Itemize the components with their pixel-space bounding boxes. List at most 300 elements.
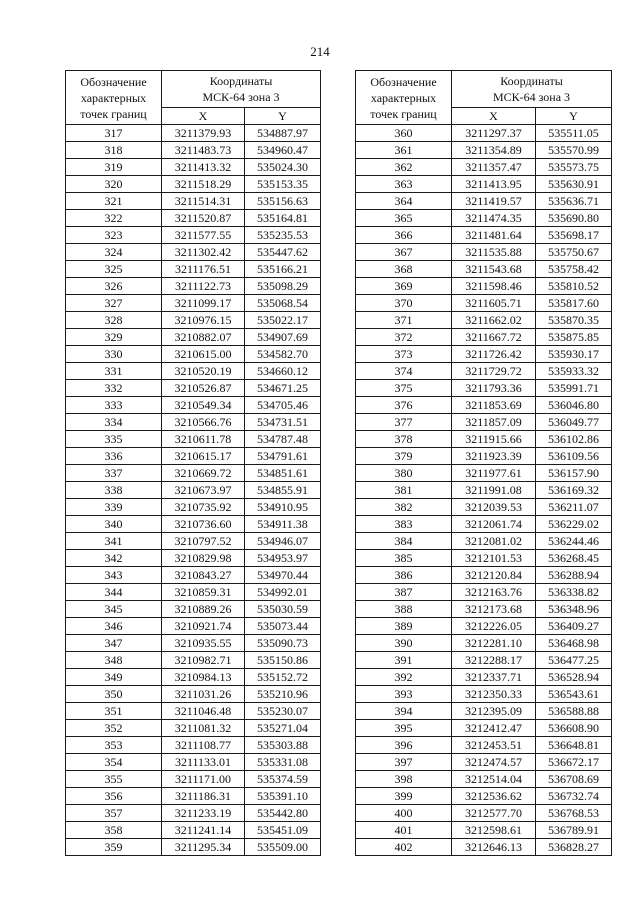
- coordinates-header-line: МСК-64 зона 3: [202, 90, 280, 104]
- x-coordinate-cell: 3211354.89: [452, 142, 536, 159]
- x-coordinate-cell: 3211099.17: [162, 295, 245, 312]
- y-coordinate-cell: 536288.94: [536, 567, 612, 584]
- coordinates-header-line: Координаты: [209, 74, 273, 88]
- designation-header: [356, 71, 452, 125]
- x-coordinate-cell: 3212474.57: [452, 754, 536, 771]
- y-coordinate-cell: 536049.77: [536, 414, 612, 431]
- y-coordinate-cell: 534787.48: [245, 431, 321, 448]
- header-row: [66, 71, 321, 108]
- y-coordinate-cell: 534911.38: [245, 516, 321, 533]
- y-coordinate-cell: 536468.98: [536, 635, 612, 652]
- x-coordinate-cell: 3211793.36: [452, 380, 536, 397]
- y-coordinate-cell: 535698.17: [536, 227, 612, 244]
- x-coordinate-cell: 3210889.26: [162, 601, 245, 618]
- x-coordinate-cell: 3212646.13: [452, 839, 536, 856]
- table-row: [66, 754, 321, 771]
- y-coordinate-cell: 534887.97: [245, 125, 321, 142]
- table-row: [66, 584, 321, 601]
- x-coordinate-cell: 3211297.37: [452, 125, 536, 142]
- x-coordinate-cell: 3210843.27: [162, 567, 245, 584]
- table-row: [356, 635, 612, 652]
- point-id-cell: 395: [356, 720, 452, 737]
- x-coordinate-cell: 3211518.29: [162, 176, 245, 193]
- coordinates-table-left: [65, 70, 321, 856]
- y-coordinate-cell: 535303.88: [245, 737, 321, 754]
- x-coordinate-cell: 3210859.31: [162, 584, 245, 601]
- table-row: [66, 278, 321, 295]
- x-coordinate-cell: 3212536.62: [452, 788, 536, 805]
- x-coordinate-cell: 3211923.39: [452, 448, 536, 465]
- designation-header: [66, 71, 162, 125]
- point-id-cell: 384: [356, 533, 452, 550]
- point-id-cell: 401: [356, 822, 452, 839]
- x-coordinate-cell: 3211729.72: [452, 363, 536, 380]
- point-id-cell: 335: [66, 431, 162, 448]
- x-header: X: [162, 108, 245, 125]
- x-coordinate-cell: 3211977.61: [452, 465, 536, 482]
- point-id-cell: 364: [356, 193, 452, 210]
- point-id-cell: 359: [66, 839, 162, 856]
- x-coordinate-cell: 3212101.53: [452, 550, 536, 567]
- x-coordinate-cell: 3211357.47: [452, 159, 536, 176]
- designation-header-line: Обозначение: [370, 74, 437, 89]
- point-id-cell: 376: [356, 397, 452, 414]
- x-coordinate-cell: 3212598.61: [452, 822, 536, 839]
- coordinates-header: [452, 71, 612, 108]
- y-coordinate-cell: 535230.07: [245, 703, 321, 720]
- y-coordinate-cell: 534791.61: [245, 448, 321, 465]
- y-coordinate-cell: 535153.35: [245, 176, 321, 193]
- table-row: [66, 329, 321, 346]
- x-coordinate-cell: 3211171.00: [162, 771, 245, 788]
- point-id-cell: 365: [356, 210, 452, 227]
- table-row: [356, 210, 612, 227]
- x-coordinate-cell: 3211598.46: [452, 278, 536, 295]
- table-row: [66, 567, 321, 584]
- point-id-cell: 319: [66, 159, 162, 176]
- y-coordinate-cell: 536338.82: [536, 584, 612, 601]
- y-coordinate-cell: 534946.07: [245, 533, 321, 550]
- point-id-cell: 341: [66, 533, 162, 550]
- x-coordinate-cell: 3211520.87: [162, 210, 245, 227]
- table-row: [356, 278, 612, 295]
- point-id-cell: 321: [66, 193, 162, 210]
- x-coordinate-cell: 3211662.02: [452, 312, 536, 329]
- y-coordinate-cell: 535210.96: [245, 686, 321, 703]
- y-coordinate-cell: 535758.42: [536, 261, 612, 278]
- y-coordinate-cell: 535156.63: [245, 193, 321, 210]
- header-row: [356, 71, 612, 108]
- point-id-cell: 318: [66, 142, 162, 159]
- y-coordinate-cell: 536789.91: [536, 822, 612, 839]
- table-row: [356, 805, 612, 822]
- y-coordinate-cell: 534970.44: [245, 567, 321, 584]
- table-row: [66, 805, 321, 822]
- table-row: [66, 193, 321, 210]
- x-coordinate-cell: 3211176.51: [162, 261, 245, 278]
- x-coordinate-cell: 3210735.92: [162, 499, 245, 516]
- y-coordinate-cell: 535630.91: [536, 176, 612, 193]
- y-coordinate-cell: 535374.59: [245, 771, 321, 788]
- point-id-cell: 344: [66, 584, 162, 601]
- point-id-cell: 333: [66, 397, 162, 414]
- point-id-cell: 370: [356, 295, 452, 312]
- table-row: [66, 822, 321, 839]
- x-coordinate-cell: 3212453.51: [452, 737, 536, 754]
- y-coordinate-cell: 535451.09: [245, 822, 321, 839]
- point-id-cell: 378: [356, 431, 452, 448]
- x-coordinate-cell: 3212173.68: [452, 601, 536, 618]
- y-coordinate-cell: 535235.53: [245, 227, 321, 244]
- x-coordinate-cell: 3210549.34: [162, 397, 245, 414]
- y-coordinate-cell: 535150.86: [245, 652, 321, 669]
- y-coordinate-cell: 535570.99: [536, 142, 612, 159]
- x-coordinate-cell: 3212281.10: [452, 635, 536, 652]
- table-row: [66, 686, 321, 703]
- table-row: [66, 550, 321, 567]
- y-coordinate-cell: 535098.29: [245, 278, 321, 295]
- x-coordinate-cell: 3210673.97: [162, 482, 245, 499]
- table-row: [356, 567, 612, 584]
- x-coordinate-cell: 3211577.55: [162, 227, 245, 244]
- y-coordinate-cell: 534705.46: [245, 397, 321, 414]
- y-coordinate-cell: 534660.12: [245, 363, 321, 380]
- y-coordinate-cell: 536268.45: [536, 550, 612, 567]
- y-coordinate-cell: 535509.00: [245, 839, 321, 856]
- point-id-cell: 363: [356, 176, 452, 193]
- y-header: Y: [536, 108, 612, 125]
- table-row: [66, 227, 321, 244]
- x-coordinate-cell: 3210669.72: [162, 465, 245, 482]
- table-row: [66, 652, 321, 669]
- table-row: [66, 244, 321, 261]
- y-coordinate-cell: 535090.73: [245, 635, 321, 652]
- y-coordinate-cell: 536543.61: [536, 686, 612, 703]
- table-row: [356, 822, 612, 839]
- table-row: [66, 737, 321, 754]
- y-coordinate-cell: 536244.46: [536, 533, 612, 550]
- table-row: [66, 448, 321, 465]
- x-coordinate-cell: 3211514.31: [162, 193, 245, 210]
- table-row: [66, 414, 321, 431]
- y-coordinate-cell: 536211.07: [536, 499, 612, 516]
- point-id-cell: 387: [356, 584, 452, 601]
- x-coordinate-cell: 3210882.07: [162, 329, 245, 346]
- y-coordinate-cell: 536109.56: [536, 448, 612, 465]
- point-id-cell: 355: [66, 771, 162, 788]
- table-row: [356, 686, 612, 703]
- table-row: [356, 159, 612, 176]
- x-coordinate-cell: 3210615.00: [162, 346, 245, 363]
- table-row: [66, 210, 321, 227]
- x-coordinate-cell: 3212412.47: [452, 720, 536, 737]
- point-id-cell: 328: [66, 312, 162, 329]
- point-id-cell: 371: [356, 312, 452, 329]
- x-coordinate-cell: 3210982.71: [162, 652, 245, 669]
- point-id-cell: 338: [66, 482, 162, 499]
- point-id-cell: 317: [66, 125, 162, 142]
- x-coordinate-cell: 3211379.93: [162, 125, 245, 142]
- table-row: [356, 329, 612, 346]
- table-row: [66, 788, 321, 805]
- y-coordinate-cell: 536588.88: [536, 703, 612, 720]
- table-row: [66, 839, 321, 856]
- y-header: Y: [245, 108, 321, 125]
- point-id-cell: 372: [356, 329, 452, 346]
- coordinates-header-line: МСК-64 зона 3: [492, 90, 571, 104]
- y-coordinate-cell: 534992.01: [245, 584, 321, 601]
- x-coordinate-cell: 3210566.76: [162, 414, 245, 431]
- y-coordinate-cell: 534907.69: [245, 329, 321, 346]
- table-row: [356, 312, 612, 329]
- table-row: [66, 601, 321, 618]
- x-coordinate-cell: 3211186.31: [162, 788, 245, 805]
- table-row: [356, 499, 612, 516]
- point-id-cell: 334: [66, 414, 162, 431]
- y-coordinate-cell: 534855.91: [245, 482, 321, 499]
- point-id-cell: 349: [66, 669, 162, 686]
- table-row: [356, 618, 612, 635]
- point-id-cell: 392: [356, 669, 452, 686]
- table-row: [356, 244, 612, 261]
- point-id-cell: 320: [66, 176, 162, 193]
- x-coordinate-cell: 3211481.64: [452, 227, 536, 244]
- x-coordinate-cell: 3211483.73: [162, 142, 245, 159]
- table-row: [356, 414, 612, 431]
- x-coordinate-cell: 3211241.14: [162, 822, 245, 839]
- x-coordinate-cell: 3211853.69: [452, 397, 536, 414]
- table-row: [356, 261, 612, 278]
- point-id-cell: 324: [66, 244, 162, 261]
- y-coordinate-cell: 535166.21: [245, 261, 321, 278]
- point-id-cell: 402: [356, 839, 452, 856]
- coordinates-table-right: [355, 70, 612, 856]
- y-coordinate-cell: 535447.62: [245, 244, 321, 261]
- x-coordinate-cell: 3212039.53: [452, 499, 536, 516]
- y-coordinate-cell: 534953.97: [245, 550, 321, 567]
- y-coordinate-cell: 536708.69: [536, 771, 612, 788]
- y-coordinate-cell: 536102.86: [536, 431, 612, 448]
- table-row: [356, 737, 612, 754]
- table-row: [356, 771, 612, 788]
- point-id-cell: 398: [356, 771, 452, 788]
- table-row: [356, 550, 612, 567]
- y-coordinate-cell: 535511.05: [536, 125, 612, 142]
- point-id-cell: 353: [66, 737, 162, 754]
- y-coordinate-cell: 535875.85: [536, 329, 612, 346]
- y-coordinate-cell: 535022.17: [245, 312, 321, 329]
- point-id-cell: 379: [356, 448, 452, 465]
- table-row: [356, 482, 612, 499]
- table-row: [66, 159, 321, 176]
- x-coordinate-cell: 3210736.60: [162, 516, 245, 533]
- point-id-cell: 331: [66, 363, 162, 380]
- y-coordinate-cell: 536768.53: [536, 805, 612, 822]
- table-row: [66, 771, 321, 788]
- x-coordinate-cell: 3210984.13: [162, 669, 245, 686]
- coordinates-header: [162, 71, 321, 108]
- y-coordinate-cell: 534582.70: [245, 346, 321, 363]
- table-row: [66, 397, 321, 414]
- x-coordinate-cell: 3211081.32: [162, 720, 245, 737]
- x-coordinate-cell: 3212081.02: [452, 533, 536, 550]
- table-row: [356, 448, 612, 465]
- point-id-cell: 396: [356, 737, 452, 754]
- table-row: [66, 703, 321, 720]
- table-row: [66, 499, 321, 516]
- table-row: [66, 669, 321, 686]
- page-number: 214: [310, 44, 330, 59]
- coordinates-header-line: Координаты: [500, 74, 563, 88]
- table-row: [66, 142, 321, 159]
- designation-header-line: характерных: [370, 90, 437, 105]
- y-coordinate-cell: 535391.10: [245, 788, 321, 805]
- table-row: [356, 669, 612, 686]
- y-coordinate-cell: 535933.32: [536, 363, 612, 380]
- y-coordinate-cell: 535870.35: [536, 312, 612, 329]
- y-coordinate-cell: 535030.59: [245, 601, 321, 618]
- point-id-cell: 325: [66, 261, 162, 278]
- table-row: [66, 125, 321, 142]
- point-id-cell: 374: [356, 363, 452, 380]
- point-id-cell: 326: [66, 278, 162, 295]
- table-row: [356, 533, 612, 550]
- point-id-cell: 340: [66, 516, 162, 533]
- x-coordinate-cell: 3210611.78: [162, 431, 245, 448]
- point-id-cell: 362: [356, 159, 452, 176]
- point-id-cell: 358: [66, 822, 162, 839]
- x-coordinate-cell: 3212350.33: [452, 686, 536, 703]
- table-body-left: [66, 71, 321, 856]
- y-coordinate-cell: 536348.96: [536, 601, 612, 618]
- x-coordinate-cell: 3211915.66: [452, 431, 536, 448]
- table-row: [356, 176, 612, 193]
- y-coordinate-cell: 534960.47: [245, 142, 321, 159]
- x-coordinate-cell: 3211295.34: [162, 839, 245, 856]
- x-coordinate-cell: 3211413.95: [452, 176, 536, 193]
- x-coordinate-cell: 3211133.01: [162, 754, 245, 771]
- point-id-cell: 323: [66, 227, 162, 244]
- y-coordinate-cell: 535636.71: [536, 193, 612, 210]
- y-coordinate-cell: 536157.90: [536, 465, 612, 482]
- y-coordinate-cell: 535164.81: [245, 210, 321, 227]
- point-id-cell: 346: [66, 618, 162, 635]
- point-id-cell: 330: [66, 346, 162, 363]
- point-id-cell: 354: [66, 754, 162, 771]
- y-coordinate-cell: 535271.04: [245, 720, 321, 737]
- table-body-right: [356, 71, 612, 856]
- table-row: [66, 176, 321, 193]
- point-id-cell: 397: [356, 754, 452, 771]
- x-coordinate-cell: 3211031.26: [162, 686, 245, 703]
- table-row: [356, 227, 612, 244]
- table-row: [356, 754, 612, 771]
- point-id-cell: 356: [66, 788, 162, 805]
- table-row: [356, 295, 612, 312]
- table-row: [66, 516, 321, 533]
- x-coordinate-cell: 3211413.32: [162, 159, 245, 176]
- y-coordinate-cell: 536528.94: [536, 669, 612, 686]
- point-id-cell: 400: [356, 805, 452, 822]
- table-row: [356, 465, 612, 482]
- x-coordinate-cell: 3211474.35: [452, 210, 536, 227]
- y-coordinate-cell: 536409.27: [536, 618, 612, 635]
- point-id-cell: 366: [356, 227, 452, 244]
- table-row: [356, 516, 612, 533]
- point-id-cell: 348: [66, 652, 162, 669]
- y-coordinate-cell: 536169.32: [536, 482, 612, 499]
- table-row: [356, 703, 612, 720]
- x-coordinate-cell: 3212395.09: [452, 703, 536, 720]
- x-coordinate-cell: 3211046.48: [162, 703, 245, 720]
- point-id-cell: 361: [356, 142, 452, 159]
- table-row: [66, 482, 321, 499]
- x-coordinate-cell: 3210829.98: [162, 550, 245, 567]
- x-coordinate-cell: 3211667.72: [452, 329, 536, 346]
- y-coordinate-cell: 536608.90: [536, 720, 612, 737]
- designation-header-line: Обозначение: [80, 74, 147, 89]
- table-row: [66, 635, 321, 652]
- x-coordinate-cell: 3211857.09: [452, 414, 536, 431]
- y-coordinate-cell: 536648.81: [536, 737, 612, 754]
- point-id-cell: 339: [66, 499, 162, 516]
- point-id-cell: 343: [66, 567, 162, 584]
- y-coordinate-cell: 536229.02: [536, 516, 612, 533]
- point-id-cell: 377: [356, 414, 452, 431]
- point-id-cell: 381: [356, 482, 452, 499]
- x-coordinate-cell: 3212226.05: [452, 618, 536, 635]
- table-row: [66, 346, 321, 363]
- x-coordinate-cell: 3210935.55: [162, 635, 245, 652]
- point-id-cell: 383: [356, 516, 452, 533]
- table-row: [66, 261, 321, 278]
- designation-header-line: точек границ: [370, 106, 437, 121]
- y-coordinate-cell: 536672.17: [536, 754, 612, 771]
- y-coordinate-cell: 536828.27: [536, 839, 612, 856]
- x-coordinate-cell: 3212163.76: [452, 584, 536, 601]
- y-coordinate-cell: 535068.54: [245, 295, 321, 312]
- y-coordinate-cell: 535991.71: [536, 380, 612, 397]
- point-id-cell: 388: [356, 601, 452, 618]
- table-row: [356, 380, 612, 397]
- point-id-cell: 390: [356, 635, 452, 652]
- point-id-cell: 380: [356, 465, 452, 482]
- point-id-cell: 399: [356, 788, 452, 805]
- point-id-cell: 342: [66, 550, 162, 567]
- point-id-cell: 375: [356, 380, 452, 397]
- y-coordinate-cell: 534731.51: [245, 414, 321, 431]
- table-row: [66, 720, 321, 737]
- y-coordinate-cell: 534910.95: [245, 499, 321, 516]
- table-row: [356, 142, 612, 159]
- table-row: [66, 312, 321, 329]
- y-coordinate-cell: 535930.17: [536, 346, 612, 363]
- point-id-cell: 391: [356, 652, 452, 669]
- y-coordinate-cell: 535073.44: [245, 618, 321, 635]
- table-row: [66, 363, 321, 380]
- y-coordinate-cell: 535810.52: [536, 278, 612, 295]
- point-id-cell: 336: [66, 448, 162, 465]
- x-coordinate-cell: 3212120.84: [452, 567, 536, 584]
- table-row: [66, 465, 321, 482]
- point-id-cell: 322: [66, 210, 162, 227]
- x-coordinate-cell: 3210520.19: [162, 363, 245, 380]
- y-coordinate-cell: 535152.72: [245, 669, 321, 686]
- point-id-cell: 386: [356, 567, 452, 584]
- point-id-cell: 393: [356, 686, 452, 703]
- x-coordinate-cell: 3211726.42: [452, 346, 536, 363]
- table-row: [356, 363, 612, 380]
